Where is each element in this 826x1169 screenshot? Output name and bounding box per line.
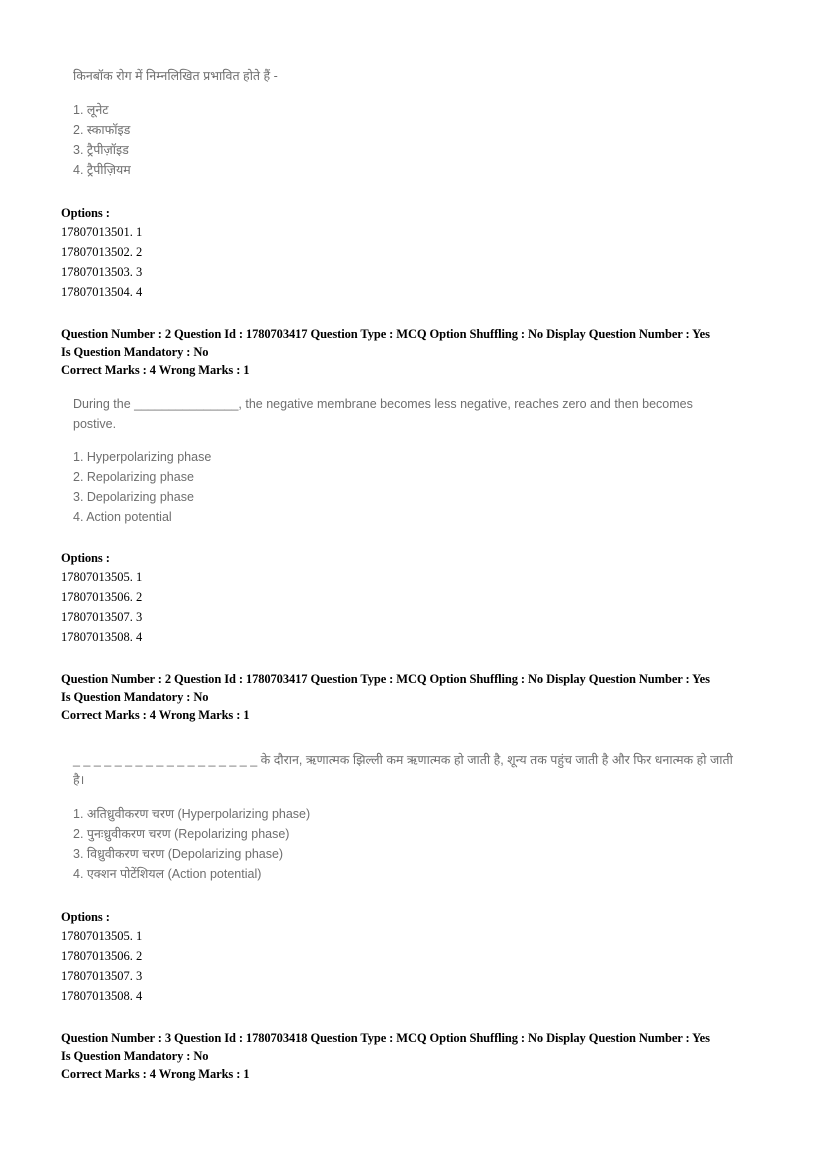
option-item: 17807013502. 2 [61,245,143,259]
q2-hindi-header [61,670,781,724]
question-mandatory: Is Question Mandatory : No [61,1049,209,1063]
q1-question-item: 1. लूनेट [73,103,109,117]
question-marks: Correct Marks : 4 Wrong Marks : 1 [61,1067,250,1081]
options-label: Options : [61,551,110,565]
question-mandatory: Is Question Mandatory : No [61,690,209,704]
option-item: 17807013506. 2 [61,590,143,604]
q2-hindi-question-item: 1. अतिध्रुवीकरण चरण (Hyperpolarizing phase) [73,807,311,821]
option-item: 17807013507. 3 [61,610,143,624]
q2-hindi-question-item: 3. विध्रुवीकरण चरण (Depolarizing phase) [73,847,284,861]
q2-question-stem: During the _______________, the negative membrane becomes less negative, reaches zero and then becomes [73,397,693,411]
q1-options [61,204,781,302]
q1-question-item: 2. स्काफॉइड [73,123,131,137]
q1-question-item: 3. ट्रैपीज़ॉइड [73,143,129,157]
q2-options [61,549,781,647]
q2-question-item: 3. Depolarizing phase [73,490,194,504]
q2-question-item: 4. Action potential [73,510,172,524]
option-item: 17807013505. 1 [61,570,143,584]
option-item: 17807013508. 4 [61,989,143,1003]
q2-question-item: 1. Hyperpolarizing phase [73,450,212,464]
question-header: Question Number : 2 Question Id : 1780703417 Question Type : MCQ Option Shuffling : No Display Question Number : Yes [61,672,710,686]
q2-hindi-options [61,908,781,1006]
option-item: 17807013505. 1 [61,929,143,943]
q2-header [61,325,781,379]
q3-header [61,1029,781,1083]
q2-question-stem: postive. [73,417,117,431]
options-label: Options : [61,910,110,924]
q2-hindi-question-stem: है। [73,773,85,787]
option-item: 17807013508. 4 [61,630,143,644]
option-item: 17807013507. 3 [61,969,143,983]
q1-question-item: 4. ट्रैपीज़ियम [73,163,131,177]
q2-hindi-question-items [73,804,783,884]
q2-hindi-question-item: 4. एक्शन पोटेंशियल (Action potential) [73,867,262,881]
question-header: Question Number : 3 Question Id : 1780703418 Question Type : MCQ Option Shuffling : No Display Question Number : Yes [61,1031,710,1045]
q2-hindi-question-image [73,750,783,884]
q1-question-items [73,100,773,180]
options-label: Options : [61,206,110,220]
q2-question-item: 2. Repolarizing phase [73,470,194,484]
option-item: 17807013503. 3 [61,265,143,279]
q1-question-stem: किनबॉक रोग में निम्नलिखित प्रभावित होते हैं - [73,69,278,83]
q2-hindi-question-item: 2. पुनःध्रुवीकरण चरण (Repolarizing phase) [73,827,290,841]
q2-question-image [73,394,783,527]
option-item: 17807013501. 1 [61,225,143,239]
option-item: 17807013504. 4 [61,285,143,299]
question-mandatory: Is Question Mandatory : No [61,345,209,359]
question-header: Question Number : 2 Question Id : 1780703417 Question Type : MCQ Option Shuffling : No Display Question Number : Yes [61,327,710,341]
question-marks: Correct Marks : 4 Wrong Marks : 1 [61,363,250,377]
option-item: 17807013506. 2 [61,949,143,963]
q2-question-items [73,447,783,527]
q2-hindi-question-stem: _ _ _ _ _ _ _ _ _ _ _ _ _ _ _ _ _ _ के दौरान, ऋणात्मक झिल्ली कम ऋणात्मक हो जाती है, शून्य तक पहुंच जाती है और फिर धनात्मक हो जाती [73,753,733,767]
q1-question-image [73,66,773,180]
question-marks: Correct Marks : 4 Wrong Marks : 1 [61,708,250,722]
